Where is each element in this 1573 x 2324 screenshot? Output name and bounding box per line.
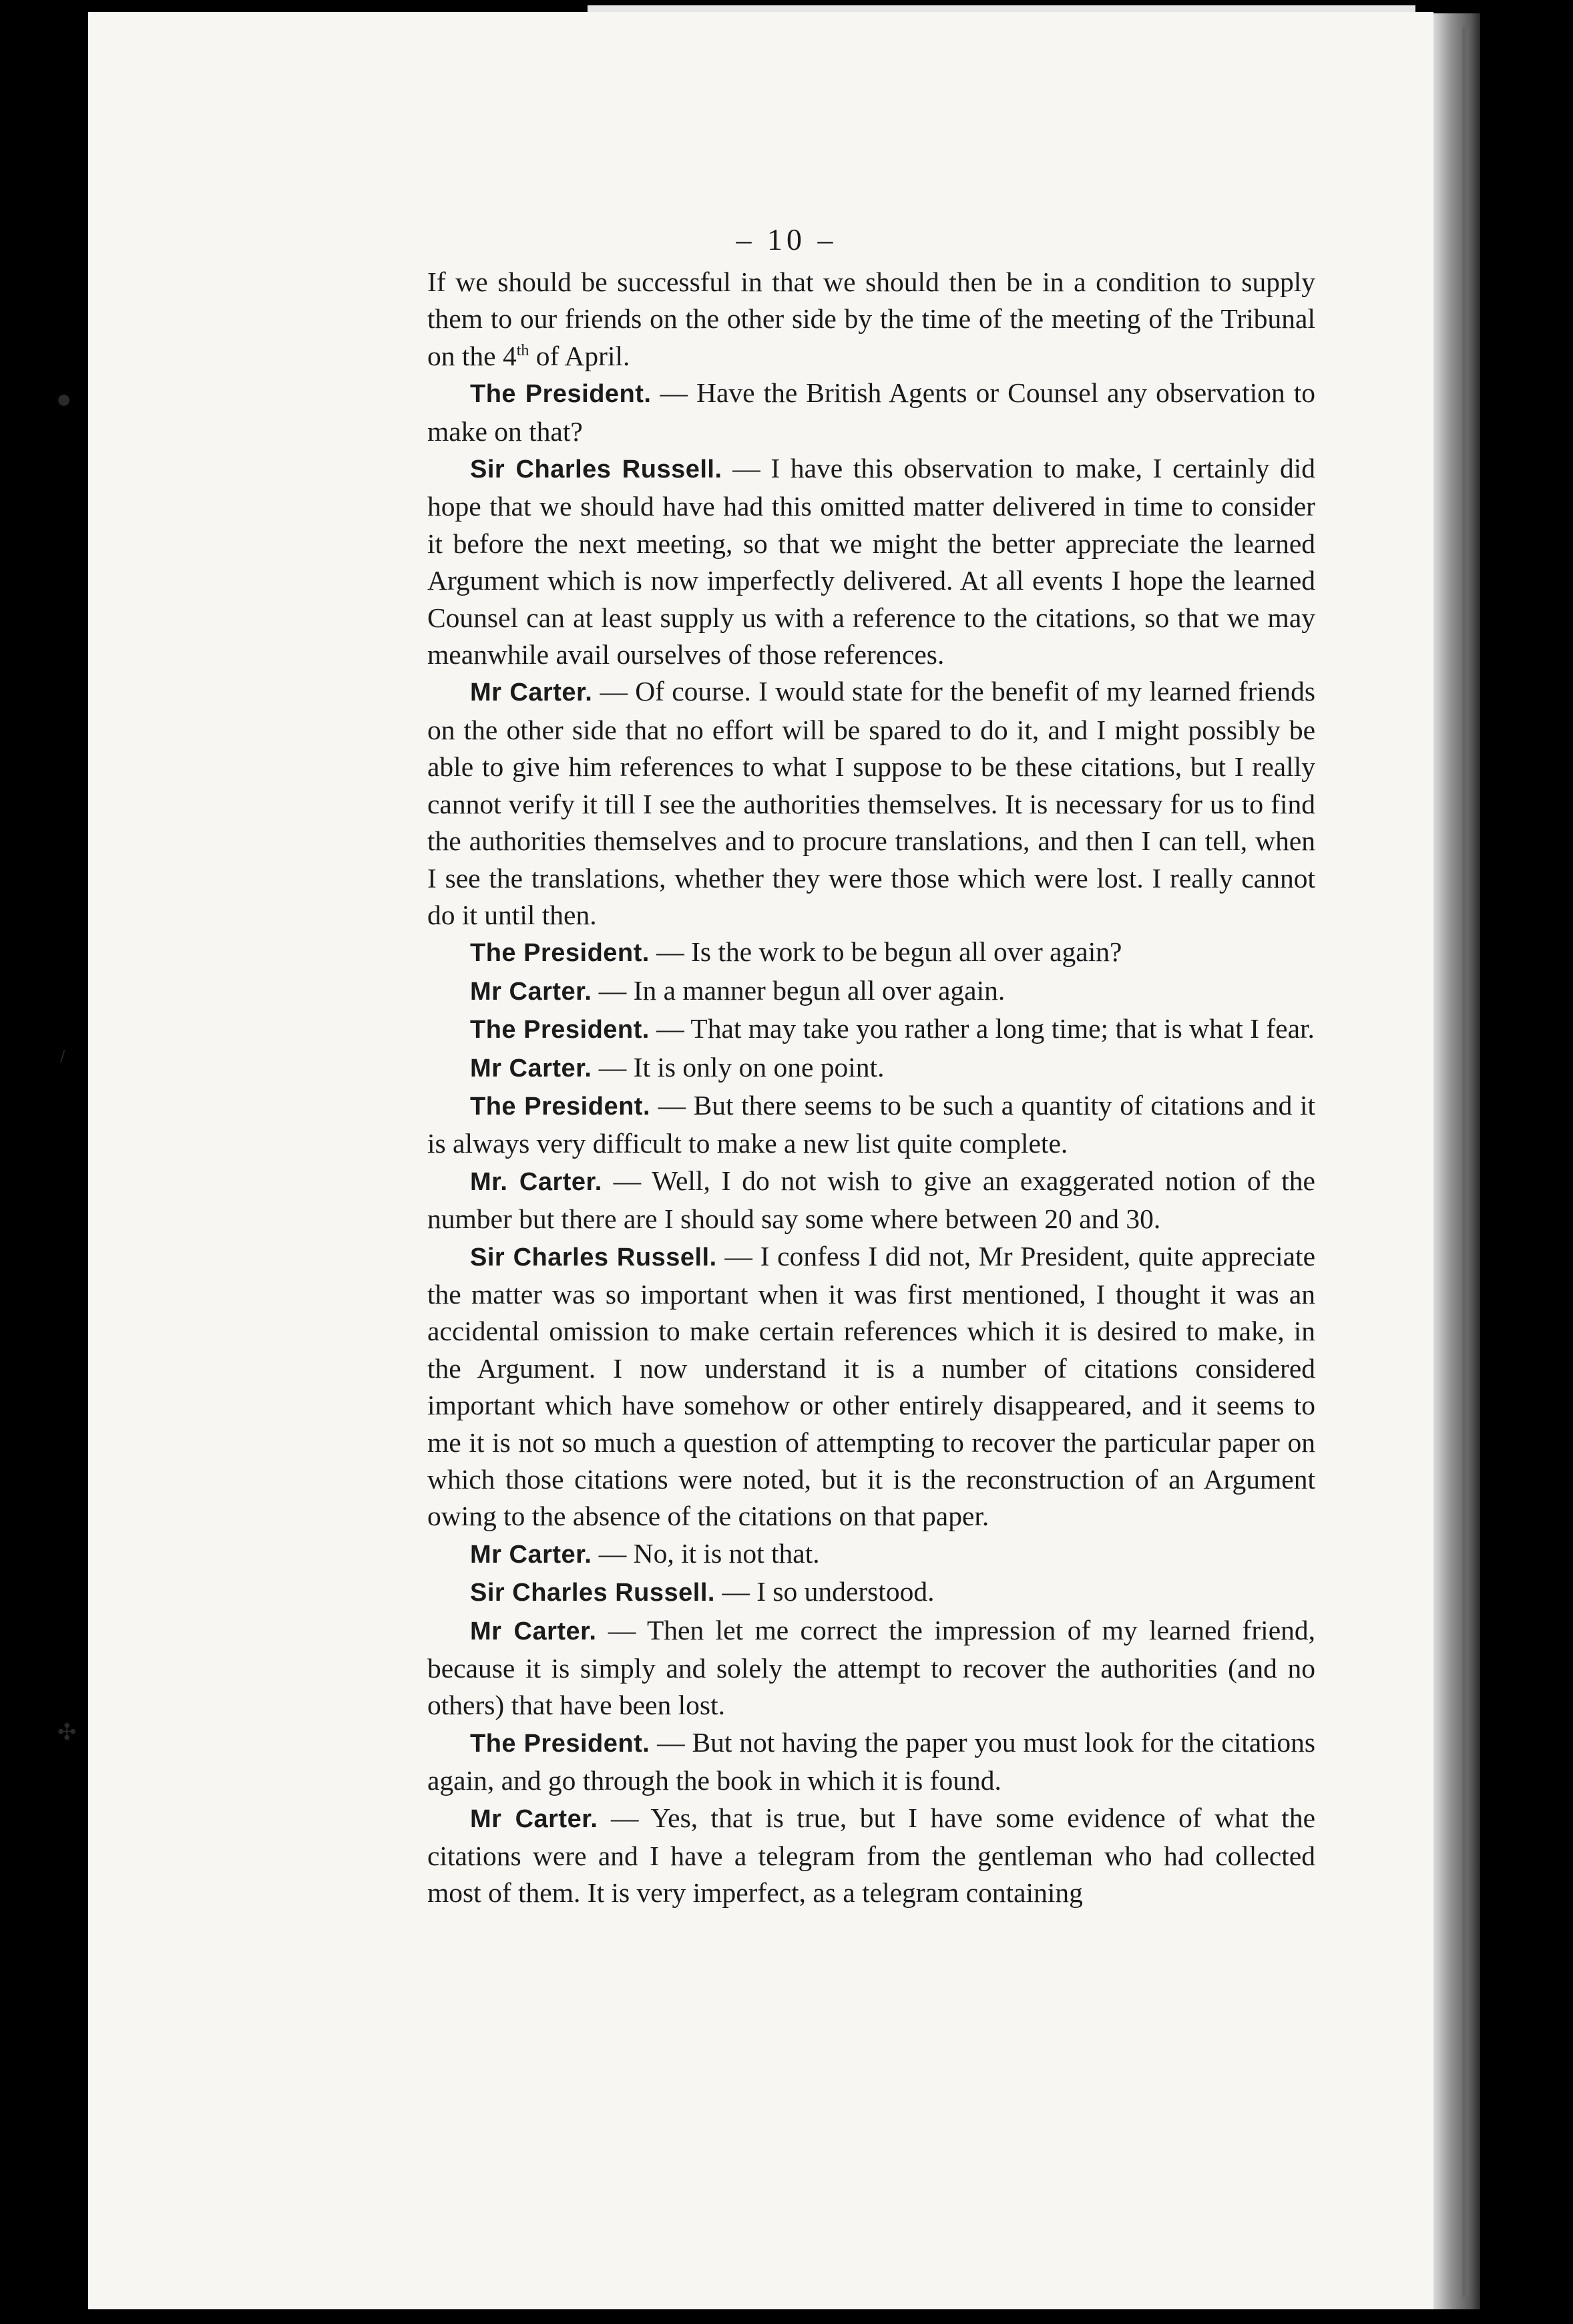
speaker-name: The President. <box>470 1016 650 1044</box>
transcript-paragraph <box>427 1087 1315 1163</box>
paragraph-text: — I confess I did not, Mr President, quite appreciate the matter was so important when it was first mentioned, I thought it was an accidental omission to make certain references which it is desired to make, in the Argument. I now understand it is a number of citations considered important which have somehow or other entirely disappeared, and it seems to me it is not so much a question of attempting to recover the particular paper on which those citations were noted, but it is the reconstruction of an Argument owing to the absence of the citations on that paper. <box>427 1240 1316 1532</box>
transcript-paragraph <box>427 972 1315 1010</box>
transcript-paragraph <box>427 1049 1315 1087</box>
speaker-name: Sir Charles Russell. <box>470 455 722 484</box>
speaker-name: Mr Carter. <box>470 1540 592 1569</box>
speaker-name: Mr Carter. <box>470 1617 597 1645</box>
speaker-name: Sir Charles Russell. <box>470 1579 715 1607</box>
paragraph-text: — Have the British Agents or Counsel any observation to make on that? <box>427 377 1316 447</box>
paragraph-text: — Then let me correct the impression of my learned friend, because it is simply and solely the attempt to recover the authorities (and no others) that have been lost. <box>427 1614 1316 1721</box>
margin-speck: / <box>60 1048 65 1065</box>
speaker-name: The President. <box>470 380 652 409</box>
page-edge-shadow <box>1433 13 1480 2309</box>
transcript-paragraph <box>427 1535 1315 1573</box>
paragraph-text: — I have this observation to make, I certainly did hope that we should have had this omitted matter delivered in time to consider it before the next meeting, so that we might the better appreciate the learned Argument which is now imperfectly delivered. At all events I hope the learned Counsel can at least supply us with a reference to the citations, so that we may meanwhile avail ourselves of those references. <box>427 453 1315 670</box>
speaker-name: The President. <box>470 939 650 968</box>
speaker-name: The President. <box>470 1729 650 1758</box>
speaker-name: Mr. Carter. <box>470 1167 602 1196</box>
transcript-body <box>427 264 1315 1912</box>
paragraph-text: — I so understood. <box>722 1576 935 1607</box>
paragraph-text: — Well, I do not wish to give an exaggerated notion of the number but there are I should say some where between 20 and 30. <box>427 1165 1315 1235</box>
speaker-name: The President. <box>470 1092 651 1121</box>
page-number: – 10 – <box>736 222 837 256</box>
speaker-name: Mr Carter. <box>470 977 592 1006</box>
transcript-paragraph <box>427 934 1315 972</box>
transcript-paragraph <box>427 1163 1315 1238</box>
paragraph-text-pre: If we should be successful in that we should then be in a condition to supply them to our friends on the other side by the time of the meeting of the Tribunal on the <box>427 266 1315 371</box>
paragraph-text: — Of course. I would state for the benefit of my learned friends on the other side that no effort will be spared to do it, and I might possibly be able to give him references to what I suppose to be these citations, but I really cannot verify it till I see the authorities themselves. It is necessary for us to find the authorities themselves and to procure translations, and then I can tell, when I see the translations, whether they were those which were lost. I really cannot do it until then. <box>427 676 1315 930</box>
paragraph-text: — But not having the paper you must look for the citations again, and go through the book in which it is found. <box>427 1726 1316 1796</box>
paragraph-text-post: of April. <box>529 340 630 371</box>
margin-speck: ✣ <box>57 1719 77 1746</box>
transcript-paragraph <box>427 264 1315 375</box>
transcript-paragraph <box>427 1724 1315 1800</box>
transcript-paragraph <box>427 1010 1315 1048</box>
transcript-paragraph <box>427 1800 1315 1912</box>
transcript-paragraph <box>427 1573 1315 1611</box>
paragraph-text: — No, it is not that. <box>598 1537 820 1569</box>
paragraph-text: — Yes, that is true, but I have some evidence of what the citations were and I have a telegram from the gentleman who had collected most of them. It is very imperfect, as a telegram containing <box>427 1802 1316 1909</box>
speaker-name: Mr Carter. <box>470 1054 592 1083</box>
top-edge-rule <box>588 5 1415 12</box>
margin-speck: ● <box>57 391 71 408</box>
ordinal-date: 4th <box>502 340 529 371</box>
speaker-name: Mr Carter. <box>470 1804 598 1833</box>
speaker-name: Mr Carter. <box>470 679 593 707</box>
page-edge-line <box>1462 27 1469 2297</box>
paragraph-text: — Is the work to be begun all over again? <box>656 936 1122 968</box>
paragraph-text: — It is only on one point. <box>598 1051 885 1083</box>
transcript-paragraph <box>427 1238 1315 1535</box>
transcript-paragraph <box>427 673 1315 934</box>
paragraph-text: — In a manner begun all over again. <box>598 974 1005 1006</box>
transcript-paragraph <box>427 450 1315 673</box>
transcript-paragraph <box>427 1612 1315 1724</box>
transcript-paragraph <box>427 375 1315 450</box>
speaker-name: Sir Charles Russell. <box>470 1243 717 1272</box>
paragraph-text: — But there seems to be such a quantity of citations and it is always very difficult to make a new list quite complete. <box>427 1089 1315 1159</box>
paragraph-text: — That may take you rather a long time; that is what I fear. <box>656 1013 1315 1044</box>
